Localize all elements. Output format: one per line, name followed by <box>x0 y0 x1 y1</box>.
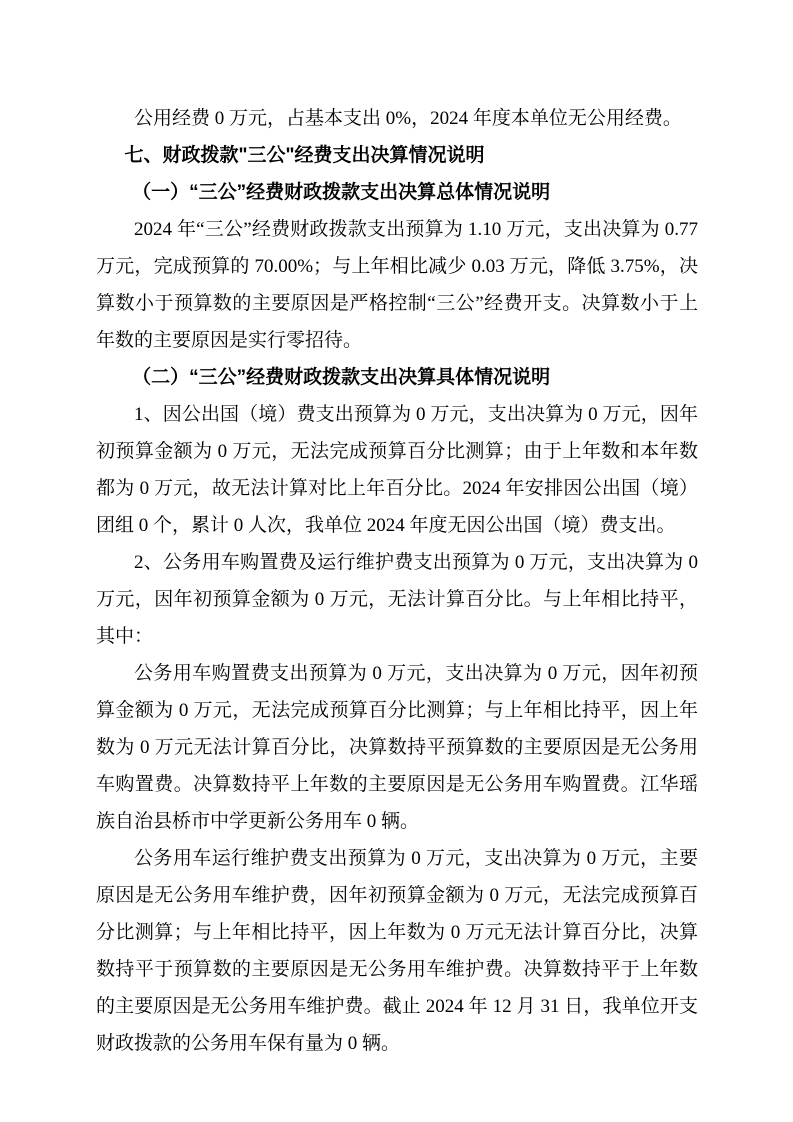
paragraph-vehicle-purchase-detail: 公务用车购置费支出预算为 0 万元，支出决算为 0 万元，因年初预算金额为 0 万元，无法完成预算百分比测算；与上年相比持平，因上年数为 0 万元无法计算百分比，决算数持平预算数的主要原因是无公务用车购置费。决算数持平上年数的主要原因是无公务用车购置费。江华瑶族自治县桥市中学更新公务用车 0 辆。 <box>96 663 698 832</box>
paragraph-vehicle-maintenance-detail: 公务用车运行维护费支出预算为 0 万元，支出决算为 0 万元，主要原因是无公务用车维护费，因年初预算金额为 0 万元，无法完成预算百分比测算；与上年相比持平，因上年数为 0 万元无法计算百分比，决算数持平于预算数的主要原因是无公务用车维护费。决算数持平于上年数的主要原因是无公务用车维护费。截止 2024 年 12 月 31 日，我单位开支财政拨款的公务用车保有量为 0 辆。 <box>96 848 698 1054</box>
heading-section-7-sangong-expenses: 七、财政拨款"三公"经费支出决算情况说明 <box>124 145 485 166</box>
heading-subsection-2-specific-situation: （二）“三公”经费财政拨款支出决算具体情况说明 <box>132 367 551 388</box>
heading-subsection-1-overall-situation: （一）“三公”经费财政拨款支出决算总体情况说明 <box>132 182 551 203</box>
paragraph-item-2-official-vehicles: 2、公务用车购置费及运行维护费支出预算为 0 万元，支出决算为 0 万元，因年初预算金额为 0 万元，无法计算百分比。与上年相比持平，其中： <box>96 552 698 647</box>
paragraph-sangong-overall-figures: 2024 年“三公”经费财政拨款支出预算为 1.10 万元，支出决算为 0.77 万元，完成预算的 70.00%；与上年相比减少 0.03 万元，降低 3.75%，决算数小于预算数的主要原因是严格控制“三公”经费开支。决算数小于上年数的主要原因是实行零招待。 <box>96 219 698 351</box>
paragraph-public-funds-summary: 公用经费 0 万元，占基本支出 0%，2024 年度本单位无公用经费。 <box>134 108 682 129</box>
paragraph-item-1-overseas-travel: 1、因公出国（境）费支出预算为 0 万元，支出决算为 0 万元，因年初预算金额为 0 万元，无法完成预算百分比测算；由于上年数和本年数都为 0 万元，故无法计算对比上年百分比。2024 年安排因公出国（境）团组 0 个，累计 0 人次，我单位 2024 年度无因公出国（境）费支出。 <box>96 404 698 536</box>
